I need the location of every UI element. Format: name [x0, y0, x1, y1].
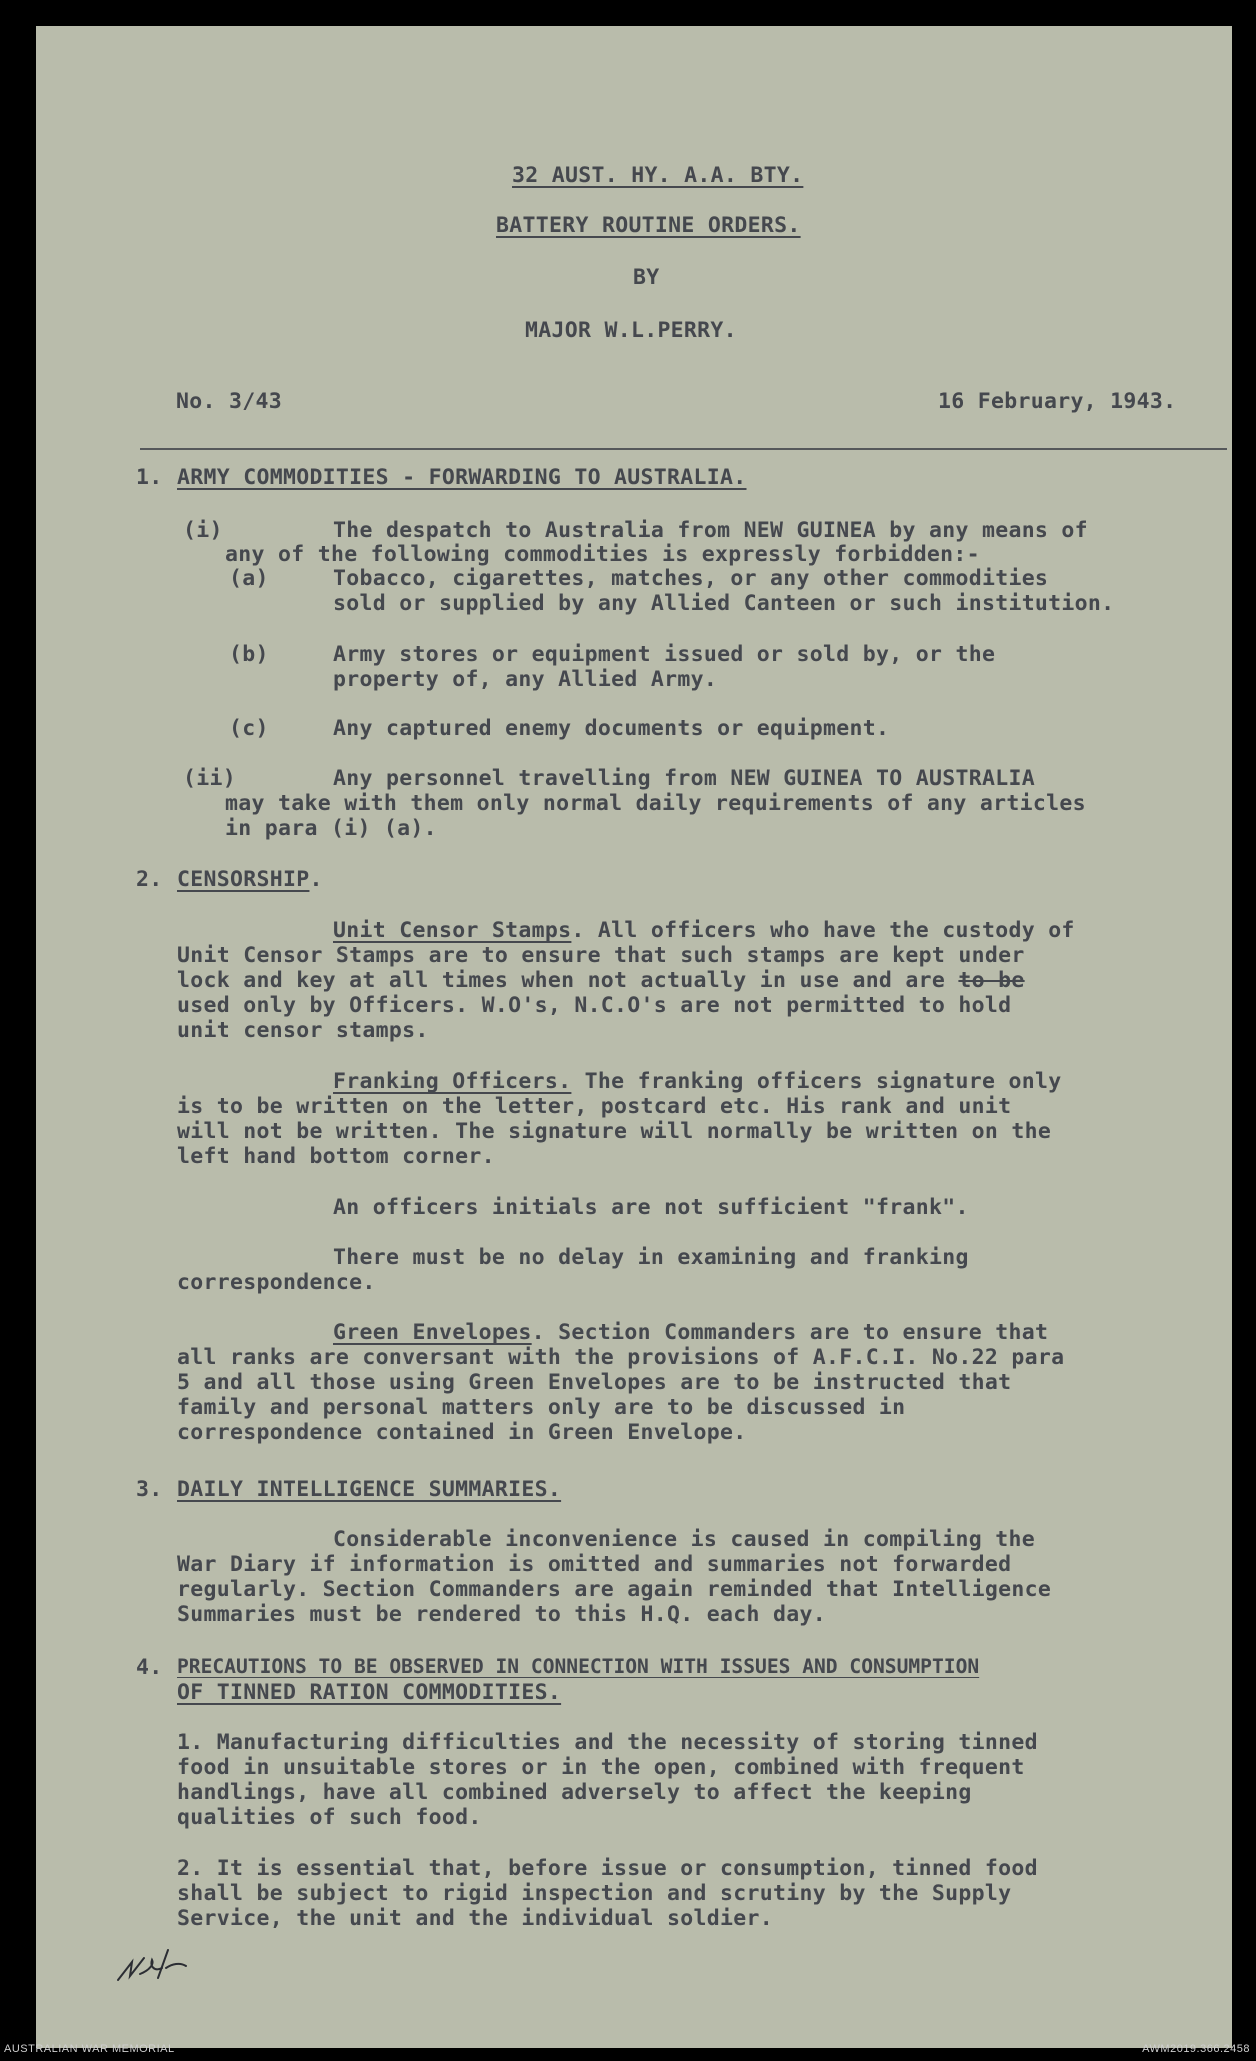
s2-green-line-3: 5 and all those using Green Envelopes are to be instructed that	[177, 1370, 1012, 1395]
s4-p1-line-1: 1. Manufacturing difficulties and the necessity of storing tinned	[177, 1730, 1038, 1755]
s2-stamps-line-5: unit censor stamps.	[177, 1018, 429, 1043]
s2-green-line-4: family and personal matters only are to be discussed in	[177, 1395, 906, 1420]
s1-b-label: (b)	[229, 642, 269, 667]
section-4-number: 4.	[136, 1655, 163, 1680]
footer-right: AWM2019.366.2458	[1142, 2043, 1250, 2055]
s2-frank-line-2: is to be written on the letter, postcard etc. His rank and unit	[177, 1094, 1012, 1119]
section-1-number: 1.	[136, 465, 163, 490]
s3-line-3: regularly. Section Commanders are again reminded that Intelligence	[177, 1577, 1052, 1602]
s2-frank-heading: Franking Officers.	[333, 1069, 572, 1094]
s2-green-line-1	[333, 1320, 1048, 1345]
document-title: BATTERY ROUTINE ORDERS.	[496, 213, 801, 238]
s2-stamps-line-1	[333, 918, 1075, 943]
s2-stamps-line-3-text: lock and key at all times when not actually in use and are	[177, 968, 959, 993]
s1-i-line-2: any of the following commodities is expressly forbidden:-	[225, 542, 980, 567]
order-number: No. 3/43	[176, 389, 282, 414]
s1-ii-label: (ii)	[183, 766, 236, 791]
section-1-heading: ARMY COMMODITIES - FORWARDING TO AUSTRALIA.	[177, 465, 747, 490]
handwritten-initials	[110, 1940, 200, 1990]
s2-green-line-2: all ranks are conversant with the provisions of A.F.C.I. No.22 para	[177, 1345, 1065, 1370]
s2-stamps-line-3	[177, 968, 1025, 993]
s3-line-1: Considerable inconvenience is caused in compiling the	[333, 1527, 1035, 1552]
s4-p2-line-2: shall be subject to rigid inspection and scrutiny by the Supply	[177, 1881, 1012, 1906]
s2-green-line-5: correspondence contained in Green Envelope.	[177, 1420, 747, 1445]
section-3-number: 3.	[136, 1477, 163, 1502]
s4-p1-line-2: food in unsuitable stores or in the open, combined with frequent	[177, 1755, 1025, 1780]
s2-struck-words: to be	[958, 968, 1025, 993]
s2-green-text: . Section Commanders are to ensure that	[531, 1320, 1049, 1345]
s1-ii-line-1: Any personnel travelling from NEW GUINEA TO AUSTRALIA	[333, 766, 1035, 791]
s4-p1-line-4: qualities of such food.	[177, 1805, 482, 1830]
s1-ii-line-3: in para (i) (a).	[225, 816, 437, 841]
s4-p2-line-1: 2. It is essential that, before issue or consumption, tinned food	[177, 1856, 1038, 1881]
s2-frank-line-1	[333, 1069, 1061, 1094]
s1-ii-line-2: may take with them only normal daily requirements of any articles	[225, 791, 1086, 816]
s1-b-line-2: property of, any Allied Army.	[333, 667, 718, 692]
section-2-heading-wrap: CENSORSHIP.	[177, 867, 323, 892]
header-divider	[140, 448, 1227, 450]
s4-p2-line-3: Service, the unit and the individual soldier.	[177, 1906, 773, 1931]
s1-i-label: (i)	[183, 518, 223, 543]
s2-frank-line-3: will not be written. The signature will normally be written on the	[177, 1119, 1052, 1144]
section-4-heading-line-2: OF TINNED RATION COMMODITIES.	[177, 1680, 562, 1705]
s3-line-4: Summaries must be rendered to this H.Q. each day.	[177, 1602, 826, 1627]
s1-c-line-1: Any captured enemy documents or equipment.	[333, 716, 890, 741]
s2-frank-line-4: left hand bottom corner.	[177, 1144, 495, 1169]
issuing-officer: MAJOR W.L.PERRY.	[525, 318, 737, 343]
s1-a-label: (a)	[229, 566, 269, 591]
s4-p1-line-3: handlings, have all combined adversely to affect the keeping	[177, 1780, 972, 1805]
s2-green-heading: Green Envelopes	[333, 1320, 532, 1345]
s2-stamps-text: . All officers who have the custody of	[571, 918, 1075, 943]
section-2-number: 2.	[136, 867, 163, 892]
s1-c-label: (c)	[229, 716, 269, 741]
s2-delay-line-1: There must be no delay in examining and franking	[333, 1245, 969, 1270]
s2-delay-line-2: correspondence.	[177, 1270, 376, 1295]
s2-initials-line: An officers initials are not sufficient "frank".	[333, 1195, 969, 1220]
s1-i-line-1: The despatch to Australia from NEW GUINEA by any means of	[333, 518, 1088, 543]
s2-frank-text: The franking officers signature only	[571, 1069, 1062, 1094]
by-line: BY	[633, 265, 660, 290]
section-3-heading: DAILY INTELLIGENCE SUMMARIES.	[177, 1477, 562, 1502]
footer-left: AUSTRALIAN WAR MEMORIAL	[4, 2043, 175, 2055]
s1-a-line-2: sold or supplied by any Allied Canteen or such institution.	[333, 591, 1115, 616]
s2-stamps-line-4: used only by Officers. W.O's, N.C.O's are not permitted to hold	[177, 993, 1012, 1018]
s2-stamps-heading: Unit Censor Stamps	[333, 918, 572, 943]
section-2-heading: CENSORSHIP	[177, 867, 310, 892]
unit-name: 32 AUST. HY. A.A. BTY.	[512, 163, 804, 188]
s1-a-line-1: Tobacco, cigarettes, matches, or any other commodities	[333, 566, 1049, 591]
order-date: 16 February, 1943.	[938, 389, 1177, 414]
s3-line-2: War Diary if information is omitted and summaries not forwarded	[177, 1552, 1012, 1577]
section-4-heading-line-1: PRECAUTIONS TO BE OBSERVED IN CONNECTION WITH ISSUES AND CONSUMPTION	[177, 1655, 980, 1678]
s1-b-line-1: Army stores or equipment issued or sold by, or the	[333, 642, 996, 667]
s2-stamps-line-2: Unit Censor Stamps are to ensure that such stamps are kept under	[177, 943, 1025, 968]
